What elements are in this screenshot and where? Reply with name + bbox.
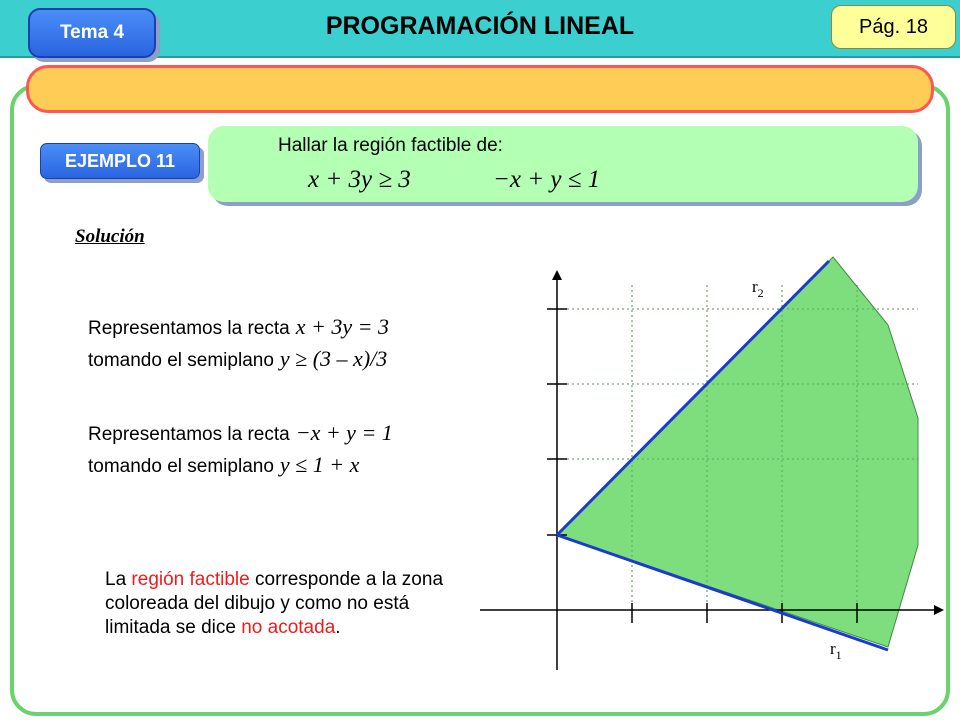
step-2-semiplane-text: tomando el semiplano xyxy=(88,456,274,477)
step-1-text: Representamos la recta xyxy=(88,318,290,339)
conclusion-part-b: corresponde a la zona coloreada del dibujo y como no está limitada se dice xyxy=(105,569,444,638)
solution-heading: Solución xyxy=(75,226,145,247)
step-2-semiplane: y ≤ 1 + x xyxy=(279,452,360,477)
problem-prompt: Hallar la región factible de: xyxy=(278,135,503,156)
conclusion-part-a: La xyxy=(105,569,132,590)
inequality-2: −x + y ≤ 1 xyxy=(493,166,601,193)
conclusion-part-c: . xyxy=(335,617,341,638)
conclusion-highlight-1: región factible xyxy=(131,569,250,590)
page-number-badge: Pág. 18 xyxy=(831,5,956,49)
step-2-text: Representamos la recta xyxy=(88,424,290,445)
example-label: EJEMPLO 11 xyxy=(40,143,200,179)
conclusion-highlight-2: no acotada xyxy=(241,617,336,638)
tema-badge: Tema 4 xyxy=(28,8,156,58)
step-1-semiplane: y ≥ (3 – x)/3 xyxy=(279,346,388,371)
step-2-equation: −x + y = 1 xyxy=(295,420,393,445)
step-1-semiplane-text: tomando el semiplano xyxy=(88,350,274,371)
feasible-region xyxy=(557,257,918,647)
step-1-equation: x + 3y = 3 xyxy=(295,314,389,339)
r2-label: $r_2$ xyxy=(752,277,764,300)
r1-label: $r_1$ xyxy=(830,639,842,662)
inequality-1: x + 3y ≥ 3 xyxy=(308,166,411,193)
page-title: PROGRAMACIÓN LINEAL xyxy=(325,12,635,40)
